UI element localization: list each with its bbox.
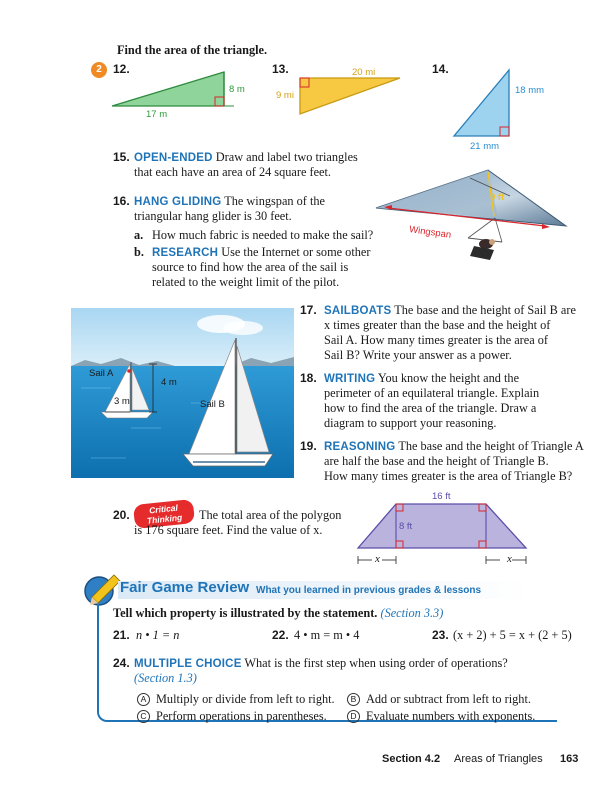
sailboat-figure <box>71 308 294 478</box>
fair-game-subtitle: What you learned in previous grades & lessons <box>256 585 482 596</box>
problem-22-expr: 4 • m = m • 4 <box>294 628 360 642</box>
problem-16a-label: a. <box>134 228 144 242</box>
problem-16a-text: How much fabric is needed to make the sail? <box>152 228 374 242</box>
triangle-14-base: 21 mm <box>470 141 500 152</box>
sail-a-base-label: 3 m <box>114 396 130 407</box>
choice-d-letter: D <box>347 710 360 723</box>
sail-a-label: Sail A <box>89 368 114 379</box>
footer-title: Areas of Triangles <box>454 753 543 765</box>
problem-12-number: 12. <box>113 62 130 76</box>
triangle-14-figure <box>450 66 520 146</box>
problem-19-line2: are half the base and the height of Triangle B. <box>324 454 549 468</box>
problem-16-line2: triangular hang glider is 30 feet. <box>134 209 292 223</box>
problem-14-number: 14. <box>432 62 449 76</box>
problem-20-line1: The total area of the polygon <box>199 508 342 522</box>
hang-glider-height-label: 9 ft <box>490 192 505 203</box>
choice-b-letter: B <box>347 693 360 706</box>
problem-24-line1: MULTIPLE CHOICE What is the first step when using order of operations? <box>134 656 508 670</box>
triangle-12-base: 17 m <box>146 109 168 120</box>
triangle-13-top: 20 mi <box>352 67 376 78</box>
problem-24-number: 24. <box>113 656 130 670</box>
trapezoid-top-label: 16 ft <box>432 491 451 502</box>
problem-17-line2: x times greater than the base and the height of <box>324 318 551 332</box>
choice-a-letter: A <box>137 693 150 706</box>
trapezoid-left-x: x <box>375 553 380 565</box>
problem-24-section: (Section 1.3) <box>134 671 197 685</box>
problem-16-line1: HANG GLIDING The wingspan of the <box>134 194 325 208</box>
sail-b-label: Sail B <box>200 399 225 410</box>
triangle-13-figure <box>290 74 410 122</box>
choice-a[interactable]: A Multiply or divide from left to right. <box>137 692 335 707</box>
problem-18-number: 18. <box>300 371 317 385</box>
critical-thinking-line2: Thinking <box>146 512 183 526</box>
problem-22-number: 22. <box>272 628 289 642</box>
fair-game-title: Fair Game Review <box>120 579 250 596</box>
choice-c[interactable]: C Perform operations in parentheses. <box>137 709 327 724</box>
trapezoid-right-x: x <box>507 553 512 565</box>
problem-17-line4: Sail B? Write your answer as a power. <box>324 348 512 362</box>
problem-16b-label: b. <box>134 245 144 259</box>
choice-c-letter: C <box>137 710 150 723</box>
problem-23-expr: (x + 2) + 5 = x + (2 + 5) <box>453 628 572 642</box>
triangle-13-side: 9 mi <box>276 90 294 101</box>
section-instruction: Find the area of the triangle. <box>117 43 268 57</box>
choice-d[interactable]: D Evaluate numbers with exponents. <box>347 709 535 724</box>
hang-glider-wingspan-label: Wingspan <box>408 224 452 241</box>
trapezoid-height-label: 8 ft <box>399 521 413 532</box>
problem-13-number: 13. <box>272 62 289 76</box>
problem-18-line2: perimeter of an equilateral triangle. Explain <box>324 386 540 400</box>
critical-thinking-line1: Critical <box>148 502 179 516</box>
problem-18-line3: how to find the area of the triangle. Draw a <box>324 401 537 415</box>
property-instruction: Tell which property is illustrated by the statement. (Section 3.3) <box>113 606 444 620</box>
sail-a-height-label: 4 m <box>161 377 177 388</box>
problem-16b-line1: RESEARCH Use the Internet or some other <box>152 245 371 259</box>
problem-21-number: 21. <box>113 628 130 642</box>
footer-section: Section 4.2 <box>382 753 441 765</box>
problem-17-number: 17. <box>300 303 317 317</box>
problem-16-number: 16. <box>113 194 130 208</box>
problem-16b-line2: source to find how the area of the sail is <box>152 260 349 274</box>
problem-16b-line3: related to the weight limit of the pilot. <box>152 275 340 289</box>
problem-15-number: 15. <box>113 150 130 164</box>
problem-18-line1: WRITING You know the height and the <box>324 371 520 385</box>
choice-b[interactable]: B Add or subtract from left to right. <box>347 692 531 707</box>
difficulty-badge: 2 <box>91 62 107 78</box>
problem-20-line2: is 176 square feet. Find the value of x. <box>134 523 323 537</box>
triangle-14-height: 18 mm <box>515 85 545 96</box>
problem-19-line3: How many times greater is the area of Triangle B? <box>324 469 573 483</box>
problem-15-line2: that each have an area of 24 square feet. <box>134 165 331 179</box>
problem-17-line3: Sail A. How many times greater is the area of <box>324 333 549 347</box>
page-number: 163 <box>560 753 579 765</box>
problem-21-expr: n • 1 = n <box>136 628 180 642</box>
problem-20-number: 20. <box>113 508 130 522</box>
problem-19-line1: REASONING The base and the height of Triangle A <box>324 439 584 453</box>
hang-glider-figure <box>370 160 570 270</box>
problem-23-number: 23. <box>432 628 449 642</box>
problem-18-line4: diagram to support your reasoning. <box>324 416 497 430</box>
problem-15-line1: OPEN-ENDED Draw and label two triangles <box>134 150 358 164</box>
problem-17-line1: SAILBOATS The base and the height of Sail B are <box>324 303 576 317</box>
problem-19-number: 19. <box>300 439 317 453</box>
triangle-12-height: 8 m <box>229 84 245 95</box>
